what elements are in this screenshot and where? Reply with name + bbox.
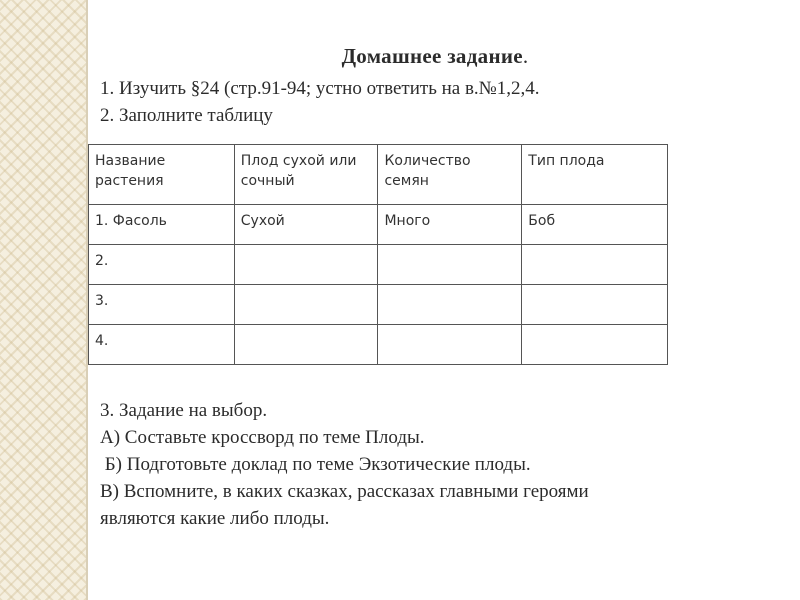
- table-cell: Много: [378, 205, 522, 245]
- table-cell: [234, 245, 378, 285]
- table-cell: [522, 285, 668, 325]
- page-title: [0, 44, 800, 69]
- task-3-option-c-line-1: В) Вспомните, в каких сказках, рассказах главными героями: [100, 481, 589, 502]
- table-row: [89, 285, 668, 325]
- table-cell: 4.: [89, 325, 235, 365]
- table-cell: [378, 285, 522, 325]
- table-cell: Боб: [522, 205, 668, 245]
- table-cell: Сухой: [234, 205, 378, 245]
- table-row: [89, 245, 668, 285]
- table-cell: [378, 325, 522, 365]
- table-cell: [378, 245, 522, 285]
- header-seed-count: Количество семян: [378, 145, 522, 205]
- table-cell: [522, 325, 668, 365]
- task-3-heading: 3. Задание на выбор.: [100, 400, 268, 421]
- header-fruit-dry-or-juicy: Плод сухой или сочный: [234, 145, 378, 205]
- header-fruit-type: Тип плода: [522, 145, 668, 205]
- task-3-option-a: А) Составьте кроссворд по теме Плоды.: [100, 427, 425, 448]
- task-2-text: 2. Заполните таблицу: [100, 105, 273, 126]
- table-row: [89, 205, 668, 245]
- header-plant-name: Название растения: [89, 145, 235, 205]
- table-cell: [522, 245, 668, 285]
- task-3-option-b: Б) Подготовьте доклад по теме Экзотические плоды.: [100, 454, 531, 475]
- table-cell: 2.: [89, 245, 235, 285]
- task-1-text: 1. Изучить §24 (стр.91-94; устно ответить на в.№1,2,4.: [100, 78, 540, 99]
- table-cell: [234, 285, 378, 325]
- title-dot: .: [522, 44, 529, 68]
- table-header-row: [89, 145, 668, 205]
- decorative-side-pattern: [0, 0, 86, 600]
- title-text: Домашнее задание: [341, 44, 523, 68]
- table-cell: 3.: [89, 285, 235, 325]
- fruit-table: [88, 144, 668, 365]
- table-cell: 1. Фасоль: [89, 205, 235, 245]
- task-3-option-c-line-2: являются какие либо плоды.: [100, 508, 330, 529]
- table-cell: [234, 325, 378, 365]
- table-row: [89, 325, 668, 365]
